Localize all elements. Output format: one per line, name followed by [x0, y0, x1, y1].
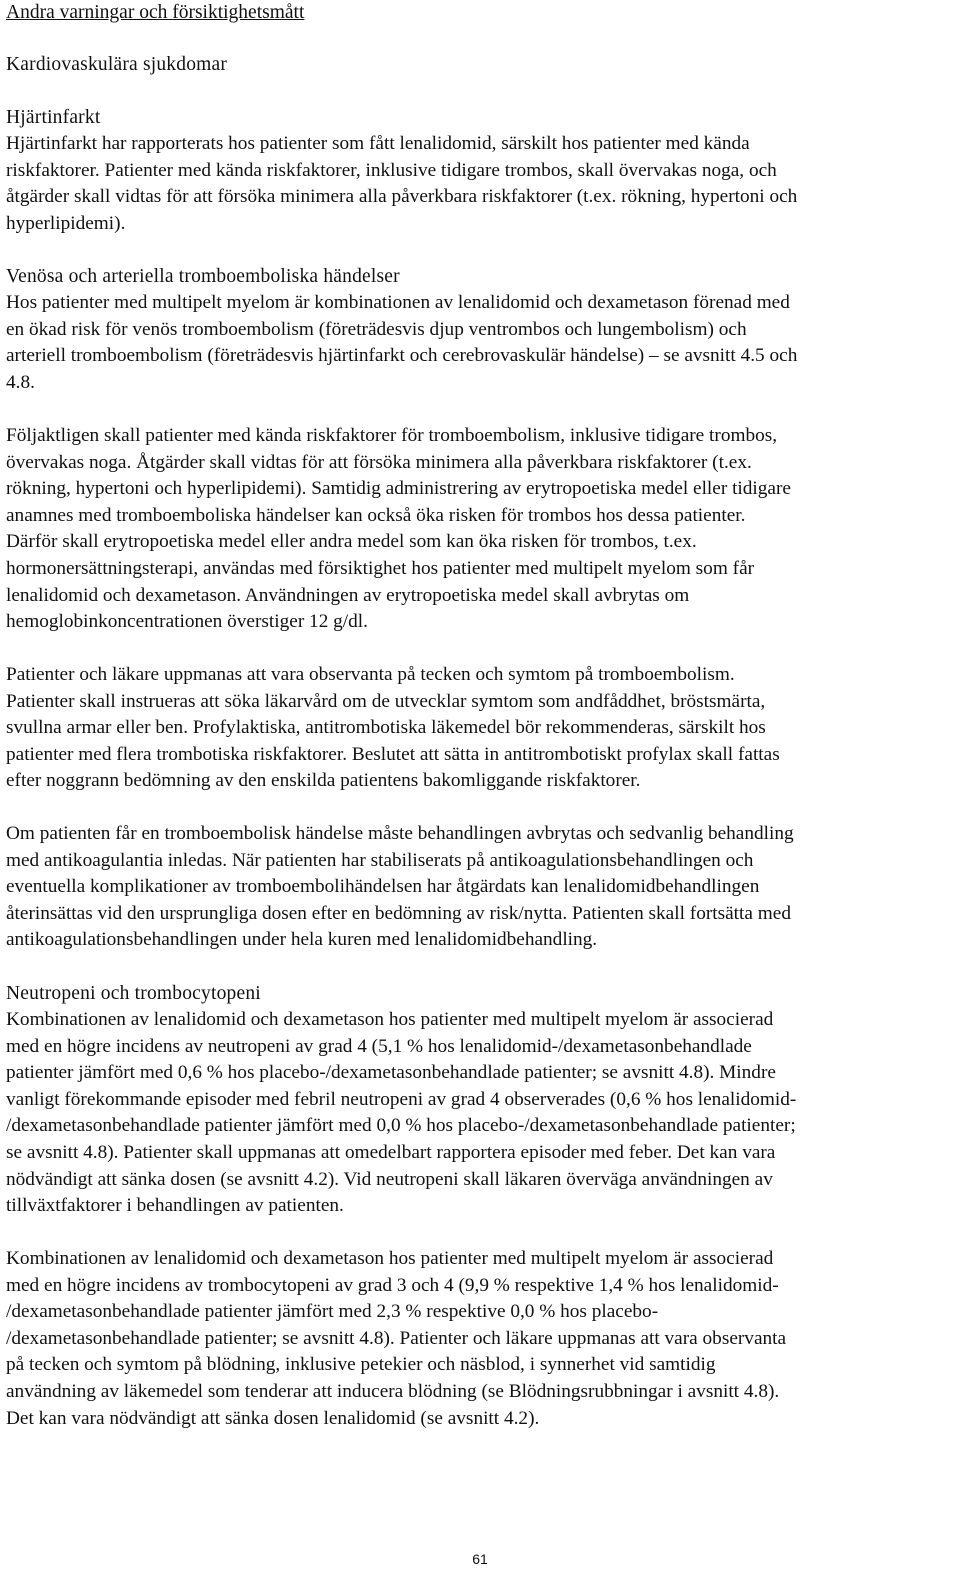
text-line: se avsnitt 4.8). Patienter skall uppmanas att omedelbart rapportera episoder med feber. Det kan vara — [6, 1141, 776, 1163]
subsection-heading-cardiovascular: Kardiovaskulära sjukdomar — [6, 54, 228, 75]
page-number: 61 — [472, 1551, 488, 1567]
paragraph-vte-symptoms — [6, 662, 954, 795]
section-heading: Andra varningar och försiktighetsmått — [6, 2, 305, 23]
text-line: patienter med flera trombotiska riskfaktorer. Beslutet att sätta in antitrombotiskt profylax skall fattas — [6, 743, 780, 765]
text-line: /dexametasonbehandlade patienter jämfört med 0,0 % hos placebo-/dexametasonbehandlade patienter; — [6, 1115, 796, 1137]
text-line: med en högre incidens av neutropeni av grad 4 (5,1 % hos lenalidomid-/dexametasonbehandlade — [6, 1035, 752, 1057]
text-line: Om patienten får en tromboembolisk händelse måste behandlingen avbrytas och sedvanlig behandling — [6, 823, 794, 844]
text-line: riskfaktorer. Patienter med kända riskfaktorer, inklusive tidigare trombos, skall övervakas noga, och — [6, 159, 777, 181]
text-line: /dexametasonbehandlade patienter jämfört med 2,3 % respektive 0,0 % hos placebo- — [6, 1301, 659, 1323]
text-line: anamnes med tromboemboliska händelser kan också öka risken för trombos hos dessa patienter. — [6, 504, 746, 526]
text-line: övervakas noga. Åtgärder skall vidtas för att försöka minimera alla påverkbara riskfaktorer (t.ex. — [6, 451, 752, 473]
text-line: hormonersättningsterapi, användas med försiktighet hos patienter med multipelt myelom som får — [6, 557, 755, 579]
text-line: 4.8. — [6, 371, 35, 393]
text-line: antikoagulationsbehandlingen under hela kuren med lenalidomidbehandling. — [6, 929, 598, 951]
text-line: med en högre incidens av trombocytopeni av grad 3 och 4 (9,9 % respektive 1,4 % hos lenalidomid- — [6, 1274, 779, 1296]
paragraph-vte-monitoring — [6, 423, 954, 636]
paragraph-myocardial-infarction — [6, 131, 954, 237]
text-line: hyperlipidemi). — [6, 212, 126, 234]
subheading-myocardial-infarction: Hjärtinfarkt — [6, 107, 101, 128]
text-line: vanligt förekommande episoder med febril neutropeni av grad 4 observerades (0,6 % hos lenalidomid- — [6, 1088, 797, 1110]
text-line: återinsättas vid den ursprungliga dosen efter en bedömning av risk/nytta. Patienten skall fortsätta med — [6, 902, 791, 924]
text-line: åtgärder skall vidtas för att försöka minimera alla påverkbara riskfaktorer (t.ex. rökning, hypertoni och — [6, 186, 798, 208]
text-line: rökning, hypertoni och hyperlipidemi). Samtidig administrering av erytropoetiska medel eller tidigare — [6, 478, 791, 500]
text-line: Hjärtinfarkt har rapporterats hos patienter som fått lenalidomid, särskilt hos patienter med kända — [6, 133, 750, 154]
text-line: svullna armar eller ben. Profylaktiska, antitrombotiska läkemedel bör rekommenderas, särskilt hos — [6, 717, 766, 739]
text-line: en ökad risk för venös tromboembolism (företrädesvis djup ventrombos och lungembolism) och — [6, 318, 747, 340]
paragraph-vte-risk — [6, 290, 954, 396]
subheading-neutropenia: Neutropeni och trombocytopeni — [6, 983, 261, 1004]
paragraph-vte-treatment — [6, 821, 954, 954]
text-line: Patienter och läkare uppmanas att vara observanta på tecken och symtom på tromboembolism. — [6, 664, 735, 685]
text-line: användning av läkemedel som tenderar att inducera blödning (se Blödningsrubbningar i avsnitt 4.8). — [6, 1380, 780, 1402]
paragraph-thrombocytopenia — [6, 1246, 954, 1432]
text-line: patienter jämfört med 0,6 % hos placebo-/dexametasonbehandlade patienter; se avsnitt 4.8). Mindre — [6, 1062, 776, 1084]
text-line: lenalidomid och dexametason. Användningen av erytropoetiska medel skall avbrytas om — [6, 584, 690, 606]
text-line: Därför skall erytropoetiska medel eller andra medel som kan öka risken för trombos, t.ex. — [6, 531, 697, 553]
text-line: tillväxtfaktorer i behandlingen av patienten. — [6, 1195, 344, 1217]
paragraph-neutropenia — [6, 1007, 954, 1220]
text-line: arteriell tromboembolism (företrädesvis hjärtinfarkt och cerebrovaskulär händelse) – se avsnitt 4.5 och — [6, 345, 798, 367]
subheading-thromboembolic-events: Venösa och arteriella tromboemboliska händelser — [6, 266, 400, 287]
text-line: efter noggrann bedömning av den enskilda patientens bakomliggande riskfaktorer. — [6, 770, 641, 792]
text-line: Patienter skall instrueras att söka läkarvård om de utvecklar symtom som andfåddhet, bröstsmärta, — [6, 690, 766, 712]
text-line: hemoglobinkoncentrationen överstiger 12 g/dl. — [6, 611, 368, 633]
text-line: Kombinationen av lenalidomid och dexametason hos patienter med multipelt myelom är associerad — [6, 1009, 774, 1030]
text-line: nödvändigt att sänka dosen (se avsnitt 4.2). Vid neutropeni skall läkaren överväga användningen av — [6, 1168, 773, 1190]
text-line: Följaktligen skall patienter med kända riskfaktorer för tromboembolism, inklusive tidigare trombos, — [6, 425, 778, 446]
text-line: med antikoagulantia inledas. När patienten har stabiliserats på antikoagulationsbehandlingen och — [6, 849, 754, 871]
text-line: /dexametasonbehandlade patienter; se avsnitt 4.8). Patienter och läkare uppmanas att vara observanta — [6, 1327, 787, 1349]
text-line: Det kan vara nödvändigt att sänka dosen lenalidomid (se avsnitt 4.2). — [6, 1407, 540, 1429]
text-line: eventuella komplikationer av tromboembolihändelsen har åtgärdats kan lenalidomidbehandlingen — [6, 876, 760, 898]
text-line: Hos patienter med multipelt myelom är kombinationen av lenalidomid och dexametason förenad med — [6, 292, 790, 313]
text-line: Kombinationen av lenalidomid och dexametason hos patienter med multipelt myelom är associerad — [6, 1248, 774, 1269]
text-line: på tecken och symtom på blödning, inklusive petekier och näsblod, i synnerhet vid samtidig — [6, 1354, 716, 1376]
